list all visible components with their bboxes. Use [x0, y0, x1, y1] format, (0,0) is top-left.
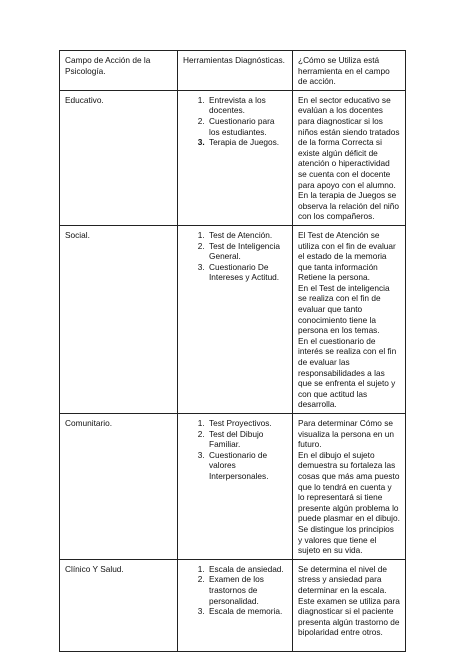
usage-text: En el cuestionario de interés se realiza con el fin de evaluar las responsabilidades a las que se enfrenta el sujeto y con que actitud las desarrolla. — [298, 335, 397, 410]
header-usage: ¿Cómo se Utiliza está herramienta en el campo de acción. — [293, 51, 406, 91]
row-usage — [293, 559, 406, 651]
usage-text: Para determinar Cómo se visualiza la persona en un futuro. — [298, 418, 394, 450]
row-field: Social. — [60, 225, 178, 413]
row-usage — [293, 90, 406, 225]
usage-text: En el Test de inteligencia se realiza con el fin de evaluar que tanto conocimiento tiene la persona en los temas. — [298, 282, 390, 336]
psychology-tools-table — [59, 50, 406, 652]
row-usage — [293, 414, 406, 560]
tool-item: 2. Examen de los trastornos de personalidad. — [207, 574, 287, 606]
table-row — [60, 90, 406, 225]
table-row — [60, 225, 406, 413]
tool-item: 1. Entrevista a los docentes. — [207, 95, 287, 116]
usage-text: Este examen se utiliza para diagnosticar si el paciente presenta algún trastorno de bipolaridad entre otros. — [298, 595, 400, 638]
tool-item: 3. Cuestionario de valores Interpersonales. — [207, 450, 287, 482]
tool-item: 2. Test de Inteligencia General. — [207, 241, 287, 262]
tool-item: 1. Test de Atención. — [207, 230, 287, 241]
usage-text: En el dibujo el sujeto demuestra su fortaleza las cosas que más ama puesto que lo tendrá en cuenta y lo representará si tiene presente algún problema lo puede plasmar en el dibujo. — [298, 449, 400, 524]
tool-item: 3. Escala de memoria. — [207, 606, 287, 617]
usage-text: Se distingue los principios y valores que tiene el sujeto en su vida. — [298, 523, 394, 556]
row-field: Educativo. — [60, 90, 178, 225]
tool-item: 1. Escala de ansiedad. — [207, 564, 287, 575]
header-field: Campo de Acción de la Psicología. — [60, 51, 178, 91]
row-tools — [178, 414, 293, 560]
usage-text: El Test de Atención se utiliza con el fin de evaluar el estado de la memoria que tanta información Retiene la persona. — [298, 229, 396, 283]
table-row — [60, 414, 406, 560]
tool-item: 2. Cuestionario para los estudiantes. — [207, 116, 287, 137]
tool-item: 1. Test Proyectivos. — [207, 418, 287, 429]
row-tools — [178, 225, 293, 413]
row-tools — [178, 90, 293, 225]
usage-text: En la terapia de Juegos se observa la relación del niño con los compañeros. — [298, 190, 400, 222]
usage-text: Se determina el nivel de stress y ansiedad para determinar en la escala. — [298, 563, 388, 595]
row-field: Comunitario. — [60, 414, 178, 560]
row-tools — [178, 559, 293, 651]
table-row — [60, 559, 406, 651]
tool-item: 3. Cuestionario De Intereses y Actitud. — [207, 262, 287, 283]
tool-item: 2. Test del Dibujo Familiar. — [207, 429, 287, 450]
row-usage — [293, 225, 406, 413]
usage-text: En el sector educativo se evalúan a los docentes para diagnosticar si los niños están siendo tratados de la forma Correcta si existe algún déficit de atención o hiperactividad se cuenta con el docente para apoyo con el alumno. — [298, 94, 400, 190]
table-header-row — [60, 51, 406, 91]
row-field: Clínico Y Salud. — [60, 559, 178, 651]
tool-item: 3. Terapia de Juegos. — [207, 137, 287, 148]
header-tools: Herramientas Diagnósticas. — [178, 51, 293, 91]
